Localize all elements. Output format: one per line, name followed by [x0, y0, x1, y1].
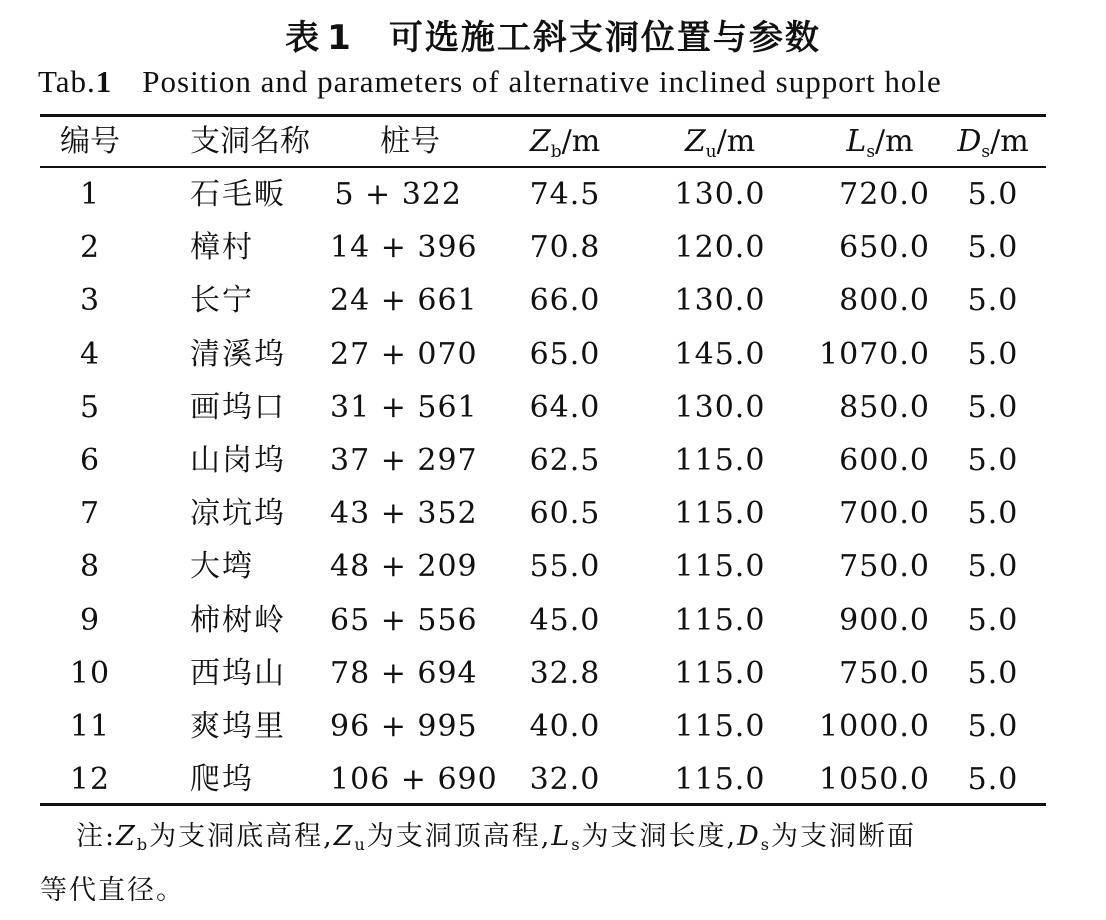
cell-zu: 130.0 [674, 177, 766, 212]
cell-station: 37 + 297 [330, 442, 478, 478]
table-title-en [38, 64, 1068, 100]
note-ls-text: 为支洞长度, [581, 821, 738, 852]
cell-ls: 850.0 [839, 389, 930, 425]
note-zu-sub: u [354, 835, 367, 854]
cell-ls: 720.0 [839, 177, 930, 212]
cell-id: 9 [79, 602, 101, 638]
header-station: 桩号 [380, 124, 440, 159]
cell-name: 西坞山 [190, 655, 286, 691]
table-row [40, 168, 1046, 221]
cell-name: 柿树岭 [190, 602, 286, 638]
header-ls-symbol: L [846, 124, 867, 159]
cell-zb: 64.0 [529, 389, 601, 425]
header-ls-sub: s [866, 142, 876, 162]
table-note [40, 814, 1050, 914]
cell-id: 10 [69, 655, 111, 691]
cell-station: 14 + 396 [330, 230, 478, 266]
cell-zu: 120.0 [674, 230, 766, 266]
cell-ds: 5.0 [967, 708, 1019, 744]
cell-ls: 700.0 [839, 496, 930, 532]
header-name: 支洞名称 [190, 124, 310, 159]
title-en-label-group [38, 64, 112, 99]
table-row [40, 274, 1046, 327]
cell-zb: 70.8 [529, 230, 601, 266]
cell-zu: 130.0 [674, 389, 766, 425]
title-cn-number: 1 [327, 18, 353, 58]
cell-name: 爽坞里 [190, 708, 286, 744]
cell-zu: 115.0 [674, 762, 766, 798]
cell-zb: 65.0 [529, 336, 601, 372]
cell-zb: 60.5 [529, 496, 601, 532]
note-ds-sub: s [760, 835, 772, 854]
note-ds-text: 为支洞断面 [771, 821, 917, 852]
table-row [40, 753, 1046, 806]
cell-id: 3 [79, 283, 101, 319]
cell-zu: 115.0 [674, 496, 766, 532]
note-zu-text: 为支洞顶高程, [366, 821, 552, 852]
cell-name: 山岗坞 [190, 442, 286, 478]
cell-ds: 5.0 [967, 762, 1019, 798]
note-zb-sub: b [136, 835, 150, 854]
table-header-row [40, 118, 1046, 166]
cell-station: 96 + 995 [330, 708, 478, 744]
header-zu-symbol: Z [684, 124, 706, 159]
cell-zu: 115.0 [674, 442, 766, 478]
cell-name: 清溪坞 [190, 336, 286, 372]
cell-ls: 1050.0 [819, 762, 930, 798]
cell-id: 7 [79, 496, 101, 532]
cell-id: 12 [69, 762, 111, 798]
table-row [40, 328, 1046, 381]
cell-ls: 800.0 [839, 283, 930, 319]
cell-ds: 5.0 [967, 283, 1019, 319]
header-ls-unit: /m [875, 124, 914, 159]
note-ls-sub: s [571, 835, 582, 854]
header-ds-symbol: D [957, 124, 982, 159]
title-en-label: Tab. [38, 64, 96, 99]
header-zu-unit: /m [716, 124, 756, 159]
header-ds-unit: /m [990, 124, 1029, 159]
table-row [40, 594, 1046, 647]
cell-ds: 5.0 [967, 177, 1019, 212]
cell-zu: 130.0 [674, 283, 766, 319]
cell-zu: 145.0 [674, 336, 766, 372]
cell-station: 106 + 690 [330, 762, 498, 798]
table-body [40, 168, 1046, 806]
cell-ds: 5.0 [967, 602, 1019, 638]
cell-id: 2 [79, 230, 101, 266]
cell-ls: 600.0 [839, 442, 930, 478]
table-row [40, 700, 1046, 753]
header-id: 编号 [60, 124, 120, 159]
cell-name: 长宁 [190, 283, 254, 319]
cell-name: 樟村 [190, 230, 254, 266]
table-row [40, 221, 1046, 274]
cell-zb: 32.0 [529, 762, 601, 798]
note-zu-symbol: Z [333, 821, 355, 852]
title-en-number: 1 [95, 64, 113, 99]
cell-name: 爬坞 [190, 762, 254, 798]
cell-station: 24 + 661 [330, 283, 478, 319]
cell-zb: 66.0 [529, 283, 601, 319]
cell-zu: 115.0 [674, 655, 766, 691]
note-prefix: 注: [76, 821, 117, 852]
table-row [40, 647, 1046, 700]
cell-ds: 5.0 [967, 230, 1019, 266]
cell-name: 凉坑坞 [190, 496, 286, 532]
header-zb-unit: /m [561, 124, 601, 159]
cell-id: 4 [79, 336, 101, 372]
note-line-1 [40, 814, 1050, 868]
note-ds-symbol: D [737, 821, 761, 852]
note-zb-symbol: Z [116, 821, 137, 852]
cell-ls: 900.0 [839, 602, 930, 638]
cell-ds: 5.0 [967, 442, 1019, 478]
cell-name: 大塆 [190, 549, 254, 585]
cell-zb: 40.0 [529, 708, 601, 744]
title-cn-label: 表 [285, 18, 322, 58]
cell-name: 画坞口 [190, 389, 286, 425]
table-row [40, 540, 1046, 593]
cell-ds: 5.0 [967, 336, 1019, 372]
table-row [40, 381, 1046, 434]
table-top-rule [40, 114, 1046, 117]
cell-zb: 32.8 [529, 655, 601, 691]
header-ds-sub: s [981, 142, 991, 162]
cell-zu: 115.0 [674, 708, 766, 744]
cell-ds: 5.0 [967, 655, 1019, 691]
cell-station: 43 + 352 [330, 496, 478, 532]
cell-id: 8 [79, 549, 101, 585]
cell-ds: 5.0 [967, 389, 1019, 425]
cell-ds: 5.0 [967, 496, 1019, 532]
cell-station: 48 + 209 [330, 549, 478, 585]
note-ls-symbol: L [551, 821, 572, 852]
cell-zb: 45.0 [529, 602, 601, 638]
cell-id: 5 [79, 389, 101, 425]
table-row [40, 487, 1046, 540]
cell-zu: 115.0 [674, 602, 766, 638]
cell-ls: 650.0 [839, 230, 930, 266]
title-en-text: Position and parameters of alternative inclined support hole [142, 64, 942, 99]
title-cn-text: 可选施工斜支洞位置与参数 [388, 18, 821, 58]
table-bottom-rule [40, 803, 1046, 806]
header-zb-sub: b [550, 142, 562, 162]
cell-id: 11 [69, 708, 111, 744]
cell-ls: 750.0 [839, 549, 930, 585]
cell-station: 78 + 694 [330, 655, 478, 691]
cell-ds: 5.0 [967, 549, 1019, 585]
header-zb-symbol: Z [529, 124, 551, 159]
header-zu-sub: u [705, 142, 717, 162]
cell-ls: 1000.0 [819, 708, 930, 744]
cell-zu: 115.0 [674, 549, 766, 585]
cell-id: 1 [79, 177, 101, 212]
cell-station: 5 + 322 [334, 177, 462, 212]
cell-station: 31 + 561 [330, 389, 478, 425]
note-zb-text: 为支洞底高程, [149, 821, 334, 852]
cell-zb: 55.0 [529, 549, 601, 585]
table-row [40, 434, 1046, 487]
cell-id: 6 [79, 442, 101, 478]
cell-ls: 750.0 [839, 655, 930, 691]
cell-name: 石毛畈 [190, 177, 286, 212]
cell-station: 27 + 070 [330, 336, 478, 372]
note-line-2: 等代直径。 [40, 875, 185, 906]
cell-zb: 62.5 [529, 442, 601, 478]
cell-ls: 1070.0 [819, 336, 930, 372]
table-title-cn [0, 10, 1106, 59]
cell-zb: 74.5 [529, 177, 601, 212]
cell-station: 65 + 556 [330, 602, 478, 638]
